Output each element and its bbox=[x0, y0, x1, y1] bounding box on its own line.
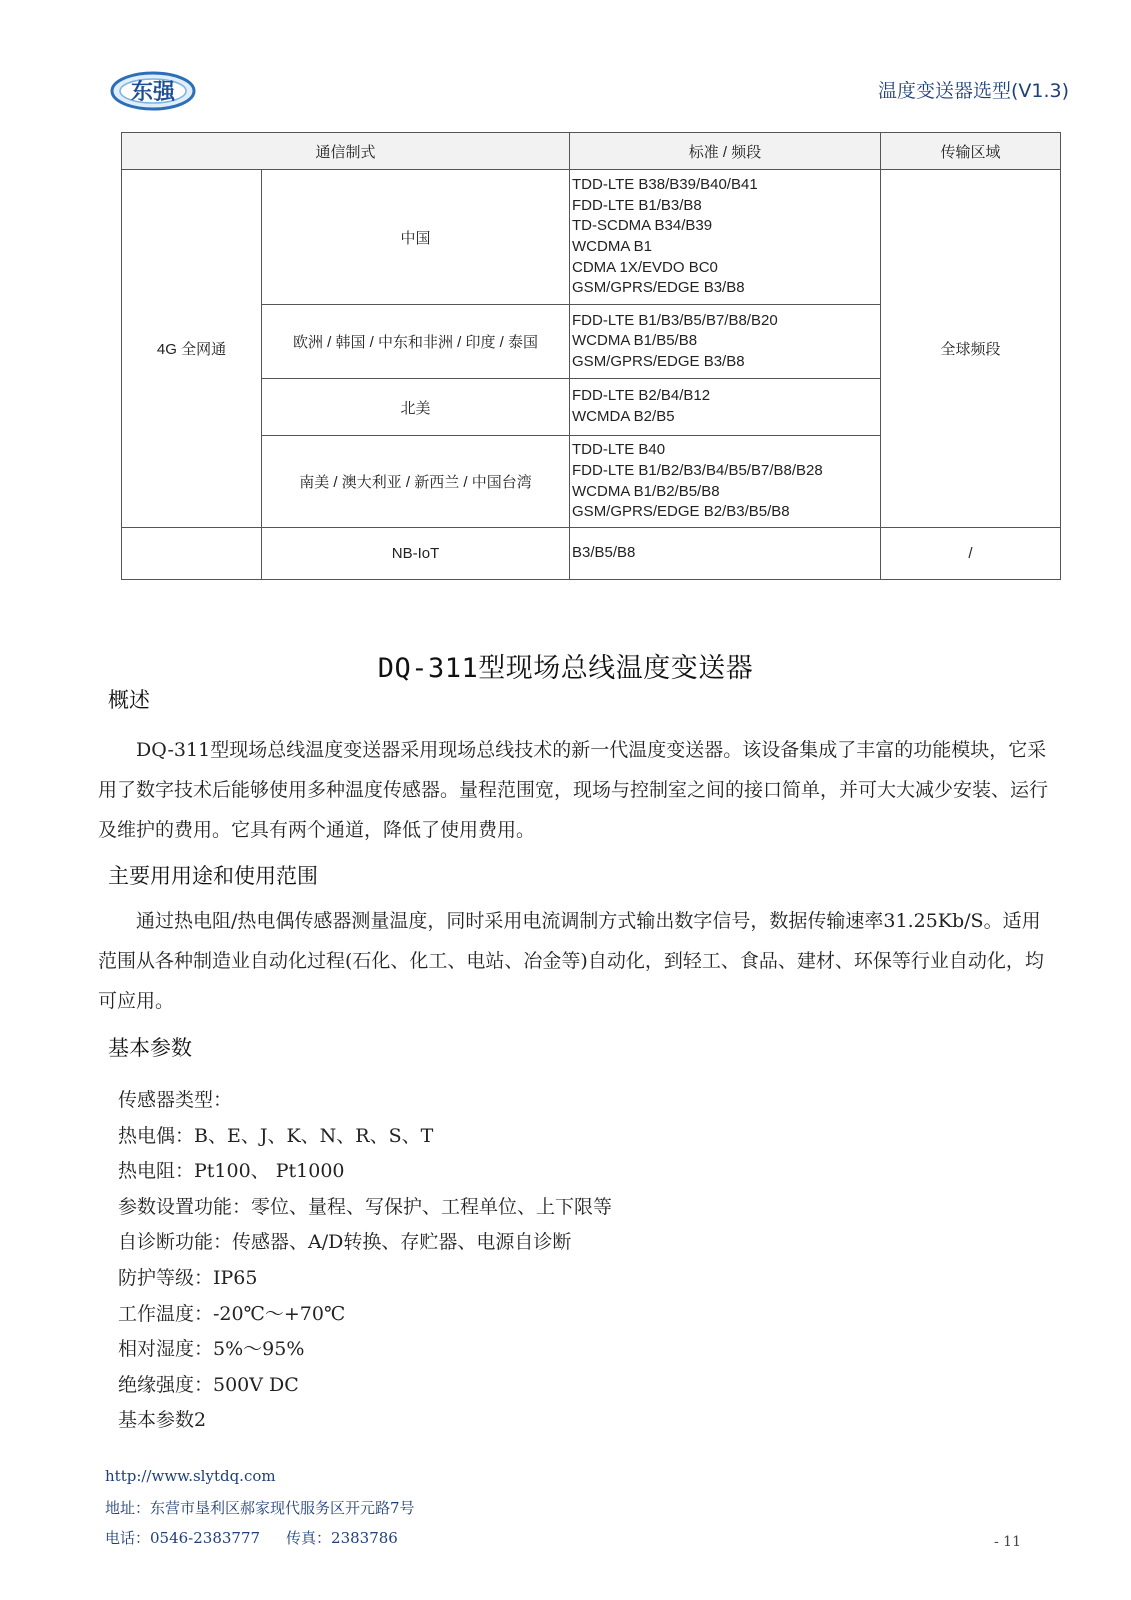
document-title: 温度变送器选型(V1.3) bbox=[877, 80, 1069, 102]
nbiot-label-cell: NB-IoT bbox=[262, 528, 570, 580]
nbiot-region-cell: / bbox=[881, 528, 1061, 580]
page-number: - 11 bbox=[994, 1534, 1021, 1550]
company-logo bbox=[110, 70, 196, 112]
list-item: 热电偶：B、E、J、K、N、R、S、T bbox=[118, 1124, 434, 1147]
bands-cell: FDD-LTE B1/B3/B5/B7/B8/B20 WCDMA B1/B5/B8 GSM/GPRS/EDGE B3/B8 bbox=[570, 305, 881, 379]
list-item: 相对湿度：5%～95% bbox=[118, 1338, 305, 1361]
footer-url[interactable]: http://www.slytdq.com bbox=[105, 1467, 276, 1485]
svg-text:东强: 东强 bbox=[130, 80, 176, 105]
bands-cell: FDD-LTE B2/B4/B12 WCMDA B2/B5 bbox=[570, 379, 881, 436]
list-item: 热电阻：Pt100、 Pt1000 bbox=[118, 1160, 345, 1183]
group-4g-cell: 4G 全网通 bbox=[122, 170, 262, 528]
list-item: 绝缘强度：500V DC bbox=[118, 1373, 299, 1396]
params-heading: 基本参数 bbox=[108, 1036, 192, 1060]
list-item: 自诊断功能：传感器、A/D转换、存贮器、电源自诊断 bbox=[118, 1231, 572, 1254]
list-item: 防护等级：IP65 bbox=[118, 1266, 258, 1289]
footer-contact bbox=[105, 1527, 398, 1548]
overview-heading: 概述 bbox=[108, 688, 150, 712]
overview-paragraph: DQ-311型现场总线温度变送器采用现场总线技术的新一代温度变送器。该设备集成了丰富的功能模块，它采用了数字技术后能够使用多种温度传感器。量程范围宽，现场与控制室之间的接口简单，并可大大减少安装、运行及维护的费用。它具有两个通道，降低了使用费用。 bbox=[98, 739, 1049, 841]
region-cell: 北美 bbox=[262, 379, 570, 436]
bands-cell: TDD-LTE B38/B39/B40/B41 FDD-LTE B1/B3/B8 TD-SCDMA B34/B39 WCDMA B1 CDMA 1X/EVDO BC0 GSM/GPRS/EDGE B3/B8 bbox=[570, 170, 881, 305]
params-list bbox=[118, 1083, 1018, 1439]
table-header-row bbox=[122, 133, 1061, 170]
nbiot-bands-cell: B3/B5/B8 bbox=[570, 528, 881, 580]
footer-fax: 传真：2383786 bbox=[286, 1529, 398, 1547]
list-item: 参数设置功能：零位、量程、写保护、工程单位、上下限等 bbox=[118, 1195, 613, 1218]
list-item: 基本参数2 bbox=[118, 1409, 207, 1432]
header-comm-standard: 通信制式 bbox=[122, 133, 570, 170]
list-item: 传感器类型： bbox=[118, 1089, 233, 1111]
usage-heading: 主要用用途和使用范围 bbox=[108, 864, 318, 888]
footer-address: 地址：东营市垦利区郝家现代服务区开元路7号 bbox=[105, 1499, 415, 1517]
region-cell: 中国 bbox=[262, 170, 570, 305]
global-region-cell: 全球频段 bbox=[881, 170, 1061, 528]
footer-phone: 电话：0546-2383777 bbox=[105, 1529, 261, 1547]
header-region: 传输区域 bbox=[881, 133, 1061, 170]
region-cell: 欧洲 / 韩国 / 中东和非洲 / 印度 / 泰国 bbox=[262, 305, 570, 379]
bands-cell: TDD-LTE B40 FDD-LTE B1/B2/B3/B4/B5/B7/B8/B28 WCDMA B1/B2/B5/B8 GSM/GPRS/EDGE B2/B3/B5/B8 bbox=[570, 436, 881, 528]
empty-cell bbox=[122, 528, 262, 580]
table-row bbox=[122, 528, 1061, 580]
usage-paragraph: 通过热电阻/热电偶传感器测量温度，同时采用电流调制方式输出数字信号，数据传输速率31.25Kb/S。适用范围从各种制造业自动化过程(石化、化工、电站、冶金等)自动化，到轻工、食品、建材、环保等行业自动化，均可应用。 bbox=[98, 910, 1044, 1012]
region-cell: 南美 / 澳大利亚 / 新西兰 / 中国台湾 bbox=[262, 436, 570, 528]
header-bands: 标准 / 频段 bbox=[570, 133, 881, 170]
frequency-band-table bbox=[121, 132, 1061, 580]
product-title: DQ-311型现场总线温度变送器 bbox=[377, 653, 754, 684]
table-row bbox=[122, 170, 1061, 305]
list-item: 工作温度：-20℃～+70℃ bbox=[118, 1302, 346, 1325]
